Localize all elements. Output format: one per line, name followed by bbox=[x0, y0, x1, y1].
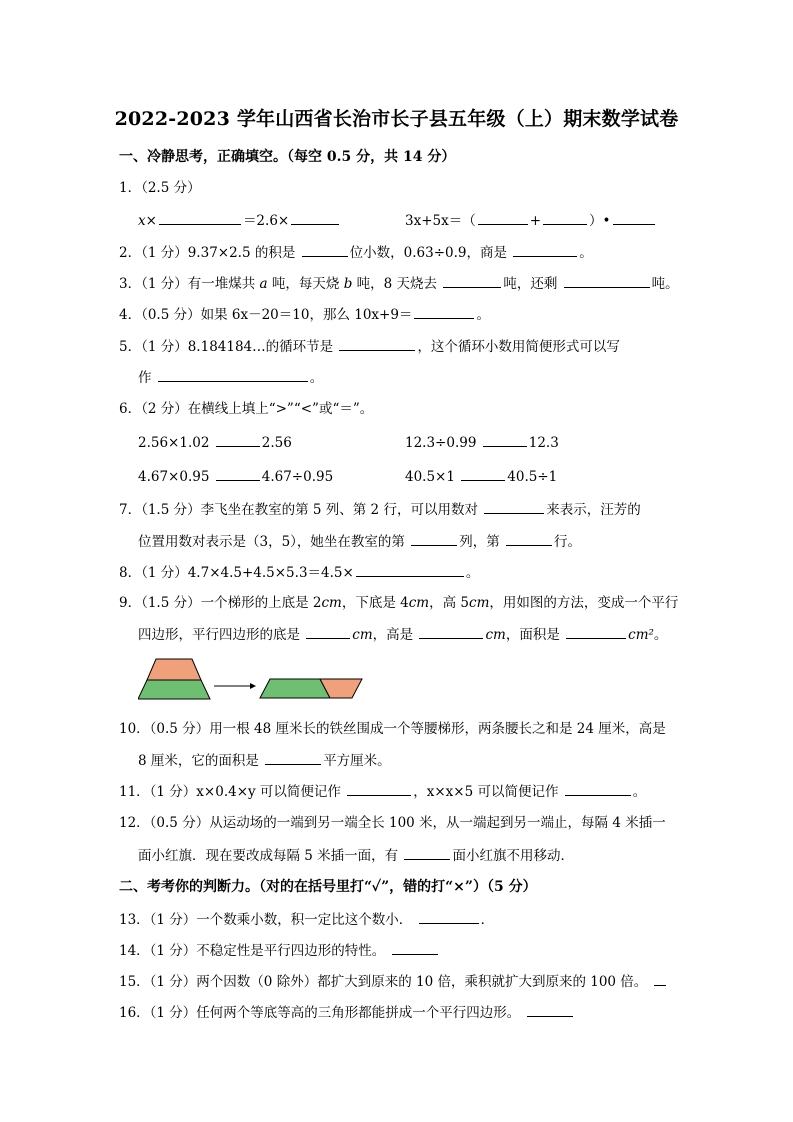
blank[interactable] bbox=[159, 211, 241, 225]
q12-line-2: 面小红旗．现在要改成每隔 5 米插一面，有 面小红旗不用移动． bbox=[138, 848, 574, 864]
q6-row-1a: 2.56×1.02 2.56 bbox=[138, 435, 292, 451]
trapezoid-to-parallelogram-figure bbox=[138, 656, 368, 704]
q3: 3．（1 分）有一堆煤共 a 吨，每天烧 b 吨，8 天烧去 吨，还剩 吨。 bbox=[119, 276, 679, 292]
q6-row-2a: 4.67×0.95 4.67÷0.95 bbox=[138, 469, 334, 485]
blank[interactable] bbox=[306, 625, 350, 639]
blank[interactable] bbox=[339, 337, 415, 351]
blank[interactable] bbox=[564, 274, 650, 288]
blank[interactable] bbox=[461, 467, 505, 481]
q6-row-1b: 12.3÷0.99 12.3 bbox=[405, 435, 559, 451]
blank[interactable] bbox=[478, 211, 528, 225]
blank[interactable] bbox=[265, 751, 321, 765]
blank[interactable] bbox=[392, 941, 438, 955]
blank[interactable] bbox=[414, 305, 474, 319]
trapezoid-top-part bbox=[147, 659, 201, 680]
blank[interactable] bbox=[419, 910, 479, 924]
blank[interactable] bbox=[419, 625, 483, 639]
arrow-head bbox=[250, 683, 256, 689]
section-2-heading: 二、考考你的判断力。（对的在括号里打“✓”，错的打“×”）（5 分） bbox=[119, 879, 537, 895]
blank[interactable] bbox=[443, 274, 501, 288]
blank[interactable] bbox=[302, 243, 348, 257]
q12-line-1: 12．（0.5 分）从运动场的一端到另一端全长 100 米，从一端起到另一端止，每隔 4 米插一 bbox=[119, 815, 666, 831]
blank[interactable] bbox=[347, 782, 411, 796]
q7-line-1: 7．（1.5 分）李飞坐在教室的第 5 列、第 2 行，可以用数对 来表示，汪芳的 bbox=[119, 502, 641, 518]
q5-line-1: 5．（1 分）8.184184…的循环节是 ，这个循环小数用简便形式可以写 bbox=[119, 339, 620, 355]
blank[interactable] bbox=[216, 433, 260, 447]
q9-line-2: 四边形，平行四边形的底是 cm，高是 cm，面积是 cm²。 bbox=[138, 627, 668, 643]
q8: 8．（1 分）4.7×4.5+4.5×5.3＝4.5× 。 bbox=[119, 565, 480, 581]
q10-line-1: 10．（0.5 分）用一根 48 厘米长的铁丝围成一个等腰梯形，两条腰长之和是 24 厘米，高是 bbox=[119, 721, 666, 737]
blank[interactable] bbox=[158, 368, 308, 382]
q5-line-2: 作 。 bbox=[138, 370, 324, 386]
q14: 14．（1 分）不稳定性是平行四边形的特性。 bbox=[119, 941, 440, 960]
blank[interactable] bbox=[566, 625, 626, 639]
section-1-heading: 一、冷静思考，正确填空。（每空 0.5 分，共 14 分） bbox=[119, 149, 456, 165]
trapezoid-bottom-part bbox=[138, 680, 210, 699]
blank[interactable] bbox=[565, 782, 631, 796]
q1-part-b: 3x+5x＝（ + ）• bbox=[405, 211, 657, 230]
q10-line-2: 8 厘米，它的面积是 平方厘米。 bbox=[138, 753, 391, 769]
q6-header: 6．（2 分）在横线上填上“>”“<”或“＝”。 bbox=[119, 401, 374, 417]
blank[interactable] bbox=[356, 563, 464, 577]
parallelogram-green-part bbox=[260, 679, 330, 698]
q9-line-1: 9．（1.5 分）一个梯形的上底是 2cm，下底是 4cm，高 5cm，用如图的方法，变成一个平行 bbox=[119, 595, 679, 611]
q1-part-a: x× ＝2.6× bbox=[138, 211, 341, 230]
q1-header: 1．（2.5 分） bbox=[119, 180, 201, 196]
blank[interactable] bbox=[613, 211, 655, 225]
blank[interactable] bbox=[483, 433, 527, 447]
blank[interactable] bbox=[513, 243, 577, 257]
q13: 13．（1 分）一个数乘小数，积一定比这个数小． ． bbox=[119, 912, 495, 928]
q4: 4．（0.5 分）如果 6x－20＝10，那么 10x+9＝ 。 bbox=[119, 307, 490, 323]
blank[interactable] bbox=[654, 972, 666, 986]
q6-row-2b: 40.5×1 40.5÷1 bbox=[405, 469, 558, 485]
blank[interactable] bbox=[506, 532, 552, 546]
blank[interactable] bbox=[216, 467, 260, 481]
q2: 2．（1 分）9.37×2.5 的积是 位小数，0.63÷0.9，商是 。 bbox=[119, 245, 593, 261]
blank[interactable] bbox=[543, 211, 587, 225]
q15: 15．（1 分）两个因数（0 除外）都扩大到原来的 10 倍，乘积就扩大到原来的 100 倍。 bbox=[119, 972, 668, 991]
q11: 11．（1 分）x×0.4×y 可以简便记作 ，x×x×5 可以简便记作 。 bbox=[119, 784, 647, 800]
blank[interactable] bbox=[291, 211, 339, 225]
page-title: 2022-2023 学年山西省长治市长子县五年级（上）期末数学试卷 bbox=[114, 108, 679, 130]
q7-line-2: 位置用数对表示是（3，5），她坐在教室的第 列，第 行。 bbox=[138, 534, 582, 550]
blank[interactable] bbox=[411, 532, 457, 546]
q16: 16．（1 分）任何两个等底等高的三角形都能拼成一个平行四边形。 bbox=[119, 1003, 575, 1022]
blank[interactable] bbox=[527, 1003, 573, 1017]
blank[interactable] bbox=[404, 846, 450, 860]
blank[interactable] bbox=[484, 500, 544, 514]
